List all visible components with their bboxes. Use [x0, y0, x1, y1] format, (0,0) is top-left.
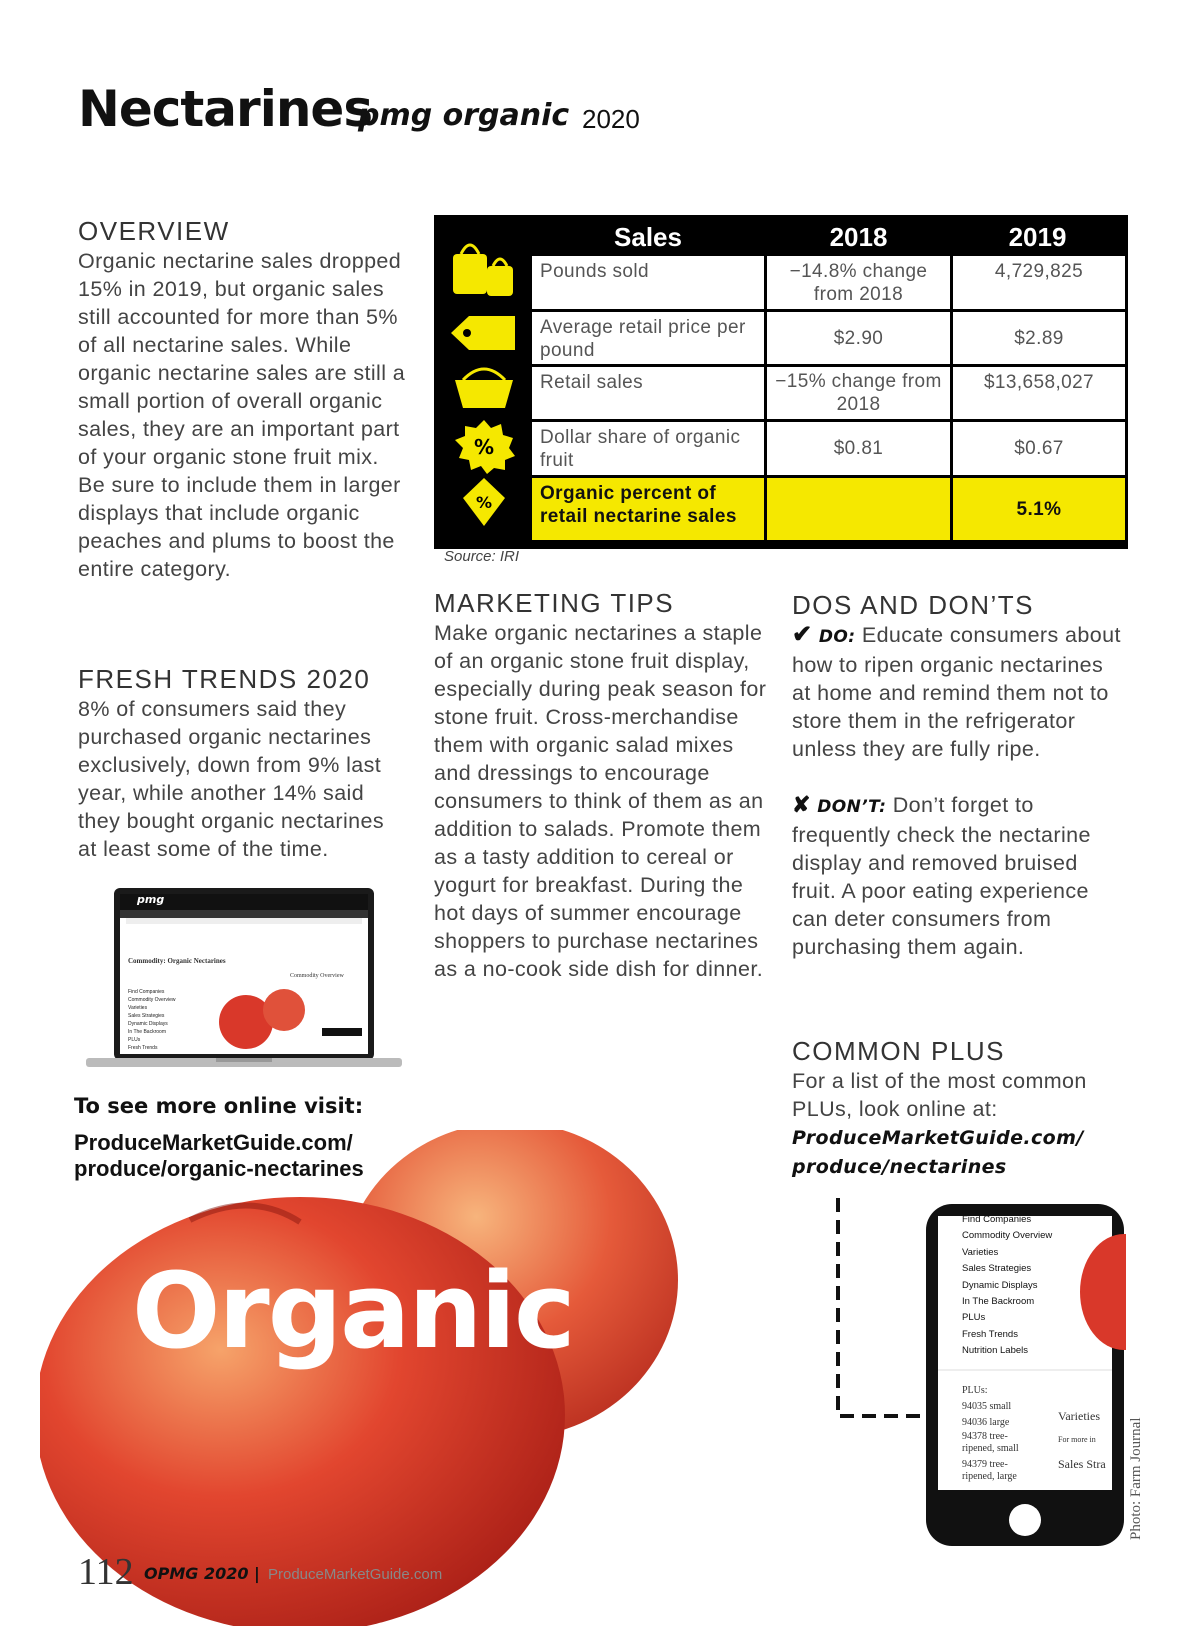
row-value-2018: −15% change from 2018	[767, 367, 950, 419]
fresh-trends-text: 8% of consumers said they purchased organic nectarines exclusively, down from 9% last year, while another 14% said they bought organic nectarines at least some of the time.	[78, 697, 385, 861]
table-header-2019: 2019	[1008, 222, 1067, 252]
marketing-tips-section	[434, 588, 770, 983]
phone-plus-item: 94378 tree-ripened, small	[962, 1431, 1019, 1454]
row-label: Organic percent of retail nectarine sales	[532, 478, 764, 540]
phone-menu	[962, 1212, 1052, 1360]
phone-menu-item: Nutrition Labels	[962, 1345, 1029, 1357]
row-value-2018	[767, 478, 950, 540]
laptop-menu-item: Varieties	[128, 1005, 148, 1011]
do-text: Educate consumers about how to ripen organic nectarines at home and remind them not to store them in the refrigerator unless they are fully ripe.	[792, 623, 1121, 761]
nectarines-photo	[40, 1130, 680, 1626]
phone-menu-item: Fresh Trends	[962, 1328, 1018, 1340]
overview-section	[78, 216, 408, 583]
phone-menu-item: In The Backroom	[962, 1296, 1035, 1308]
page-subtitle: pmg organic	[358, 98, 570, 133]
phone-menu-item: Varieties	[962, 1246, 999, 1258]
row-value-2019: $0.67	[953, 422, 1125, 475]
laptop-menu-item: Dynamic Displays	[128, 1021, 168, 1027]
phone-plus-item: 94036 large	[962, 1417, 1010, 1428]
phone-menu-item: PLUs	[962, 1312, 986, 1324]
visit-link-line1[interactable]: ProduceMarketGuide.com/	[74, 1130, 353, 1155]
page-number: 112	[78, 1551, 134, 1593]
laptop-logo: pmg	[137, 893, 165, 906]
phone-menu-item: Dynamic Displays	[962, 1279, 1038, 1291]
table-row	[532, 367, 1125, 419]
footer-site: ProduceMarketGuide.com	[268, 1566, 443, 1583]
dos-donts-heading: DOS AND DON’TS	[792, 590, 1035, 620]
row-value-2019: $13,658,027	[953, 367, 1125, 419]
table-header-sales: Sales	[614, 222, 682, 252]
marketing-tips-heading: MARKETING TIPS	[434, 588, 675, 618]
laptop-menu-item: Find Companies	[128, 989, 165, 995]
laptop-menu-item: Commodity Overview	[128, 997, 176, 1003]
phone-menu-item: Commodity Overview	[962, 1230, 1053, 1242]
phone-menu-item: Find Companies	[962, 1214, 1032, 1225]
table-row	[532, 256, 1125, 309]
price-tag-icon	[449, 310, 519, 356]
row-value-2019: 5.1%	[953, 478, 1125, 540]
row-label: Pounds sold	[532, 256, 764, 309]
row-value-2019: $2.89	[953, 312, 1125, 364]
phone-side-link: Sales Stra	[1058, 1457, 1106, 1471]
basket-icon	[449, 362, 519, 412]
row-label: Retail sales	[532, 367, 764, 419]
visit-link-line2[interactable]: produce/organic-nectarines	[74, 1156, 364, 1181]
row-value-2019: 4,729,825	[953, 256, 1125, 309]
table-row	[532, 422, 1125, 475]
overview-heading: OVERVIEW	[78, 216, 230, 246]
checkmark-icon: ✔	[792, 621, 813, 648]
phone-plus-label: PLUs:	[962, 1385, 988, 1396]
icon-column	[437, 218, 532, 546]
common-plus-section	[792, 1036, 1128, 1181]
phone-plus-item: 94379 tree-ripened, large	[962, 1459, 1017, 1482]
do-label: DO:	[818, 627, 856, 647]
marketing-tips-text: Make organic nectarines a staple of an organic stone fruit display, especially during peak season for stone fruit. Cross-merchandise them with organic salad mixes and dressings to encourage consumers to think of them as an addition to salads. Promote them as a tasty addition to cereal or yogurt for breakfast. During the hot days of summer encourage shoppers to purchase nectarines as a no-cook side dish for dinner.	[434, 621, 767, 981]
laptop-menu-item: PLUs	[128, 1037, 141, 1043]
laptop-menu	[128, 988, 176, 1052]
common-plus-text	[792, 1067, 1128, 1181]
common-plus-body: For a list of the most common PLUs, look online at:	[792, 1069, 1087, 1121]
row-label: Average retail price per pound	[532, 312, 764, 364]
common-plus-link[interactable]: ProduceMarketGuide.com/ produce/nectarines	[792, 1127, 1084, 1178]
percent-tag-icon	[449, 474, 519, 530]
laptop-menu-item: Fresh Trends	[128, 1045, 158, 1051]
row-value-2018: $2.90	[767, 312, 950, 364]
table-row-highlight	[532, 478, 1125, 540]
row-label: Dollar share of organic fruit	[532, 422, 764, 475]
phone-side-link: Varieties	[1058, 1409, 1100, 1423]
weight-bags-icon	[449, 232, 519, 302]
overview-text: Organic nectarine sales dropped 15% in 2019, but organic sales still accounted for more than 5% of all nectarine sales. While organic nectarine sales are still a small portion of overall organic sales, they are an important part of your organic stone fruit mix. Be sure to include them in larger displays that include organic peaches and plums to boost the entire category.	[78, 249, 406, 581]
row-value-2018: $0.81	[767, 422, 950, 475]
page-year: 2020	[582, 104, 640, 134]
dont-paragraph	[792, 791, 1128, 961]
phone-side-links	[1058, 1404, 1108, 1476]
common-plus-heading: COMMON PLUS	[792, 1036, 1005, 1066]
laptop-menu-item: In The Backroom	[128, 1029, 166, 1035]
table-header-2018: 2018	[829, 222, 888, 252]
table-source: Source: IRI	[444, 548, 520, 565]
sales-table	[434, 215, 1128, 549]
row-value-2018: −14.8% change from 2018	[767, 256, 950, 309]
laptop-menu-item: Sales Strategies	[128, 1013, 165, 1019]
phone-plus-list	[962, 1383, 1040, 1483]
percent-badge-icon	[449, 418, 519, 474]
laptop-side-title: Commodity Overview	[290, 973, 344, 979]
phone-plus-item: 94035 small	[962, 1401, 1012, 1412]
fresh-trends-heading: FRESH TRENDS 2020	[78, 664, 371, 694]
table-row	[532, 312, 1125, 364]
dont-label: DON’T:	[817, 797, 887, 817]
svg-text:%: %	[475, 493, 493, 512]
page-title: Nectarines	[78, 80, 373, 138]
dont-text: Don’t forget to frequently check the nectarine display and removed bruised fruit. A poor eating experience can deter consumers from purchasing them again.	[792, 793, 1091, 959]
visit-heading: To see more online visit:	[74, 1094, 364, 1118]
cross-icon: ✘	[792, 792, 811, 817]
dos-donts-section	[792, 590, 1128, 961]
phone-menu-item: Sales Strategies	[962, 1263, 1032, 1275]
footer-brand: OPMG 2020 |	[144, 1564, 260, 1583]
table-header-row	[437, 218, 1125, 256]
phone-side-link: For more in	[1058, 1435, 1096, 1444]
fresh-trends-section	[78, 664, 408, 863]
svg-text:%: %	[473, 435, 495, 459]
laptop-page-heading: Commodity: Organic Nectarines	[128, 957, 226, 965]
do-paragraph	[792, 621, 1128, 763]
organic-hero-word: Organic	[132, 1250, 574, 1372]
photo-credit: Photo: Farm Journal	[1128, 1417, 1144, 1540]
